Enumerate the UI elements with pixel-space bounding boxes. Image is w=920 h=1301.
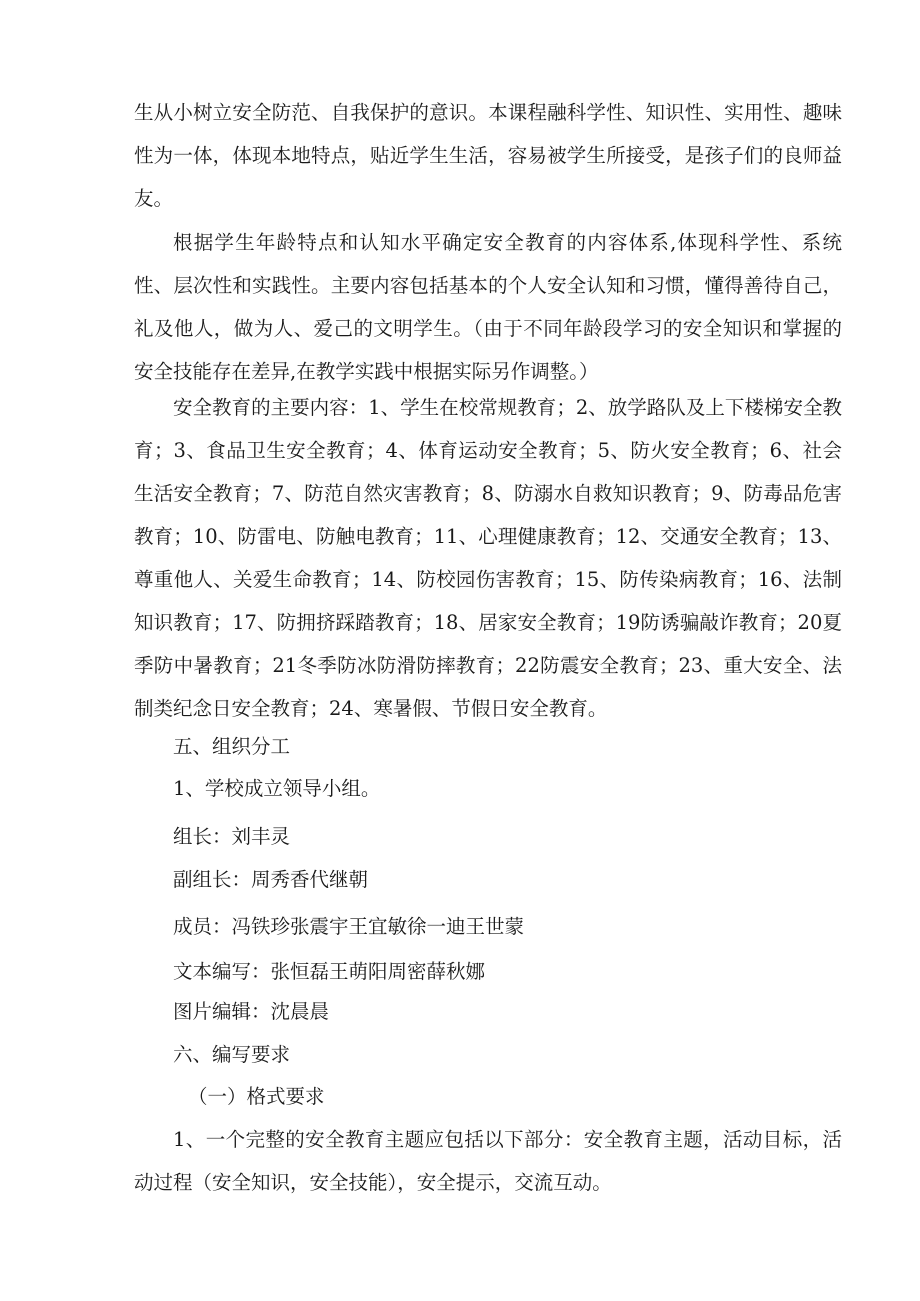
deputy-leaders: 副组长：周秀香代继朝 — [173, 868, 369, 891]
section-heading-writing-requirements: 六、编写要求 — [173, 1043, 291, 1066]
paragraph-content-system: 根据学生年龄特点和认知水平确定安全教育的内容体系,体现科学性、系统性、层次性和实践性。主要内容包括基本的个人安全认知和习惯，懂得善待自己，礼及他人，做为人、爱己的文明学生。（由于不同年龄段学习的安全知识和掌握的安全技能存在差异,在教学实践中根据实际另作调整。） — [134, 231, 842, 383]
list-item-leadership-group: 1、学校成立领导小组。 — [173, 777, 381, 800]
paragraph-course-intro: 生从小树立安全防范、自我保护的意识。本课程融科学性、知识性、实用性、趣味性为一体，体现本地特点，贴近学生生活，容易被学生所接受，是孩子们的良师益友。 — [134, 101, 842, 210]
subheading-format-requirements: （一）格式要求 — [188, 1085, 325, 1108]
paragraph-theme-structure: 1、一个完整的安全教育主题应包括以下部分：安全教育主题，活动目标，活动过程（安全知识，安全技能），安全提示，交流互动。 — [134, 1128, 842, 1194]
image-editor: 图片编辑：沈晨晨 — [173, 1000, 330, 1023]
text-editors: 文本编写：张恒磊王萌阳周密薛秋娜 — [173, 960, 486, 983]
section-heading-organization: 五、组织分工 — [173, 735, 291, 758]
group-leader: 组长：刘丰灵 — [173, 825, 291, 848]
group-members: 成员：冯铁珍张震宇王宜敏徐一迪王世蒙 — [173, 915, 525, 938]
paragraph-main-contents: 安全教育的主要内容：1、学生在校常规教育；2、放学路队及上下楼梯安全教育；3、食品卫生安全教育；4、体育运动安全教育；5、防火安全教育；6、社会生活安全教育；7、防范自然灾害教育；8、防溺水自救知识教育；9、防毒品危害教育；10、防雷电、防触电教育；11、心理健康教育；12、交通安全教育；13、尊重他人、关爱生命教育；14、防校园伤害教育；15、防传染病教育；16、法制知识教育；17、防拥挤踩踏教育；18、居家安全教育；19防诱骗敲诈教育；20夏季防中暑教育；21冬季防冰防滑防摔教育；22防震安全教育；23、重大安全、法制类纪念日安全教育；24、寒暑假、节假日安全教育。 — [134, 396, 842, 720]
